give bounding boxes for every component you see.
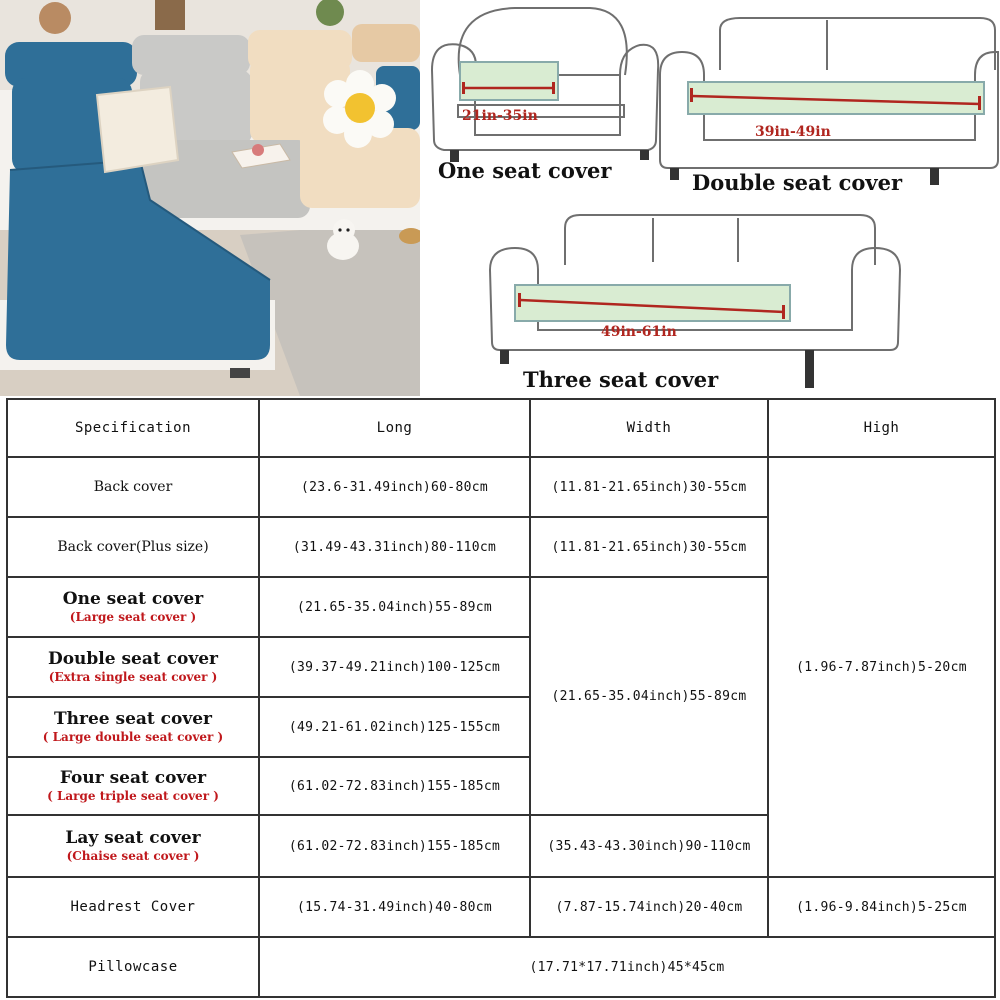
row-name: Back cover(Plus size) xyxy=(7,517,259,577)
header-specification: Specification xyxy=(7,399,259,457)
row-subname: ( Large double seat cover ) xyxy=(42,730,224,744)
double-seat-diagram xyxy=(660,18,998,168)
table-row xyxy=(7,457,995,517)
row-long: (21.65-35.04inch)55-89cm xyxy=(259,577,530,637)
row-subname: (Large seat cover ) xyxy=(69,610,197,624)
product-photo xyxy=(0,0,420,396)
one-seat-diagram xyxy=(432,8,658,150)
table-row xyxy=(7,937,995,997)
row-name-cell xyxy=(7,637,259,697)
table-row xyxy=(7,877,995,937)
header-width: Width xyxy=(530,399,768,457)
row-name: Lay seat cover xyxy=(65,828,201,848)
row-width: (7.87-15.74inch)20-40cm xyxy=(530,877,768,937)
row-long: (61.02-72.83inch)155-185cm xyxy=(259,815,530,877)
three-seat-dimension: 49in-61in xyxy=(601,324,677,340)
row-name-cell xyxy=(7,815,259,877)
row-combined-size: (17.71*17.71inch)45*45cm xyxy=(259,937,995,997)
shared-high: (1.96-7.87inch)5-20cm xyxy=(768,457,995,877)
row-long: (39.37-49.21inch)100-125cm xyxy=(259,637,530,697)
row-long: (15.74-31.49inch)40-80cm xyxy=(259,877,530,937)
row-name: One seat cover xyxy=(62,589,204,609)
header-long: Long xyxy=(259,399,530,457)
row-name: Double seat cover xyxy=(47,649,219,669)
row-high: (1.96-9.84inch)5-25cm xyxy=(768,877,995,937)
row-name: Four seat cover xyxy=(59,768,207,788)
row-name: Headrest Cover xyxy=(7,877,259,937)
row-long: (31.49-43.31inch)80-110cm xyxy=(259,517,530,577)
table-header-row xyxy=(7,399,995,457)
specification-table xyxy=(6,398,996,998)
double-seat-dimension: 39in-49in xyxy=(755,124,831,140)
shared-seat-width: (21.65-35.04inch)55-89cm xyxy=(530,577,768,815)
row-width: (35.43-43.30inch)90-110cm xyxy=(530,815,768,877)
sofa-size-diagrams xyxy=(420,0,1000,396)
row-long: (49.21-61.02inch)125-155cm xyxy=(259,697,530,757)
row-width: (11.81-21.65inch)30-55cm xyxy=(530,457,768,517)
row-name-cell xyxy=(7,577,259,637)
three-seat-diagram xyxy=(490,215,900,350)
row-subname: ( Large triple seat cover ) xyxy=(47,789,219,803)
row-subname: (Extra single seat cover ) xyxy=(48,670,218,684)
row-long: (23.6-31.49inch)60-80cm xyxy=(259,457,530,517)
header-high: High xyxy=(768,399,995,457)
row-name: Pillowcase xyxy=(7,937,259,997)
row-long: (61.02-72.83inch)155-185cm xyxy=(259,757,530,815)
row-name-cell xyxy=(7,697,259,757)
row-width: (11.81-21.65inch)30-55cm xyxy=(530,517,768,577)
three-seat-label: Three seat cover xyxy=(523,367,719,392)
row-subname: (Chaise seat cover ) xyxy=(66,849,200,863)
double-seat-label: Double seat cover xyxy=(692,170,903,195)
one-seat-label: One seat cover xyxy=(438,158,612,183)
row-name-cell xyxy=(7,757,259,815)
row-name: Three seat cover xyxy=(53,709,213,729)
one-seat-dimension: 21in-35in xyxy=(462,108,538,124)
row-name: Back cover xyxy=(7,457,259,517)
